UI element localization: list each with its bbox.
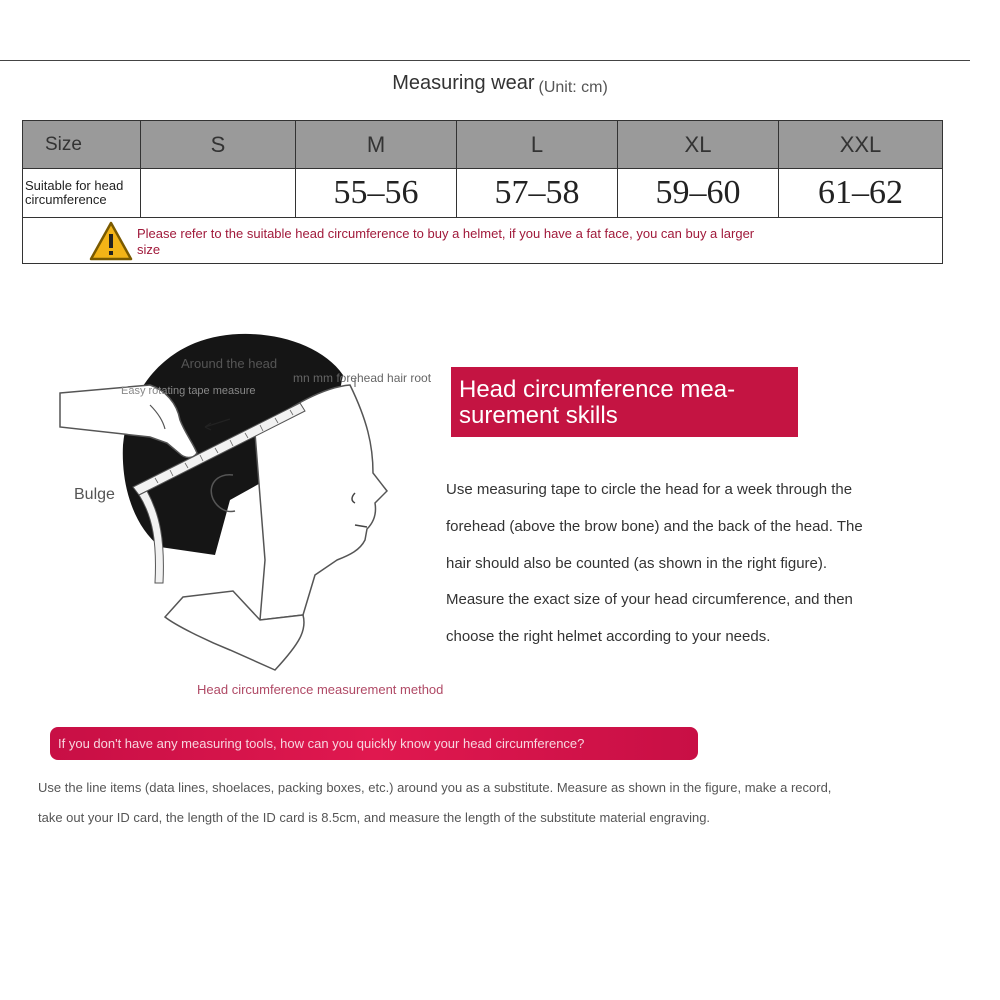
skills-banner: [451, 367, 798, 437]
note-line2: size: [137, 242, 161, 257]
size-xxl: XXL: [779, 121, 943, 169]
label-around-head: Around the head: [181, 356, 278, 371]
tips-line-2: take out your ID card, the length of the ID card is 8.5cm, and measure the length of the substitute material engraving.: [38, 810, 711, 825]
skills-line-5: choose the right helmet according to your needs.: [446, 628, 771, 646]
page-title: [0, 72, 1000, 97]
value-l: 57–58: [457, 169, 618, 218]
skills-banner-line2: surement skills: [459, 402, 618, 429]
tips-banner: If you don't have any measuring tools, how can you quickly know your head circumference?: [50, 727, 698, 760]
circumference-row-label: [23, 169, 141, 218]
note-line1: Please refer to the suitable head circumference to buy a helmet, if you have a fat face, you can buy a larger: [137, 226, 755, 241]
tips-paragraph: [38, 773, 968, 833]
size-xl: XL: [618, 121, 779, 169]
figure-caption: Head circumference measurement method: [197, 682, 444, 697]
value-m: 55–56: [296, 169, 457, 218]
size-header-label: Size: [23, 121, 141, 169]
skills-line-4: Measure the exact size of your head circumference, and then: [446, 591, 853, 609]
note-row: [23, 218, 943, 264]
skills-line-1: Use measuring tape to circle the head for a week through the: [446, 481, 853, 498]
warning-icon: [89, 221, 133, 261]
size-table: [22, 120, 943, 264]
value-xxl: 61–62: [779, 169, 943, 218]
skills-banner-line1: Head circumference mea-: [459, 376, 736, 403]
label-forehead-hair-root: mn mm forehead hair root: [293, 371, 432, 385]
value-s: [141, 169, 296, 218]
tips-line-1: Use the line items (data lines, shoelaces, packing boxes, etc.) around you as a substitute. Measure as shown in the figure, make a record,: [38, 780, 832, 795]
unit-label: (Unit: cm): [538, 79, 608, 96]
note-cell: [23, 218, 943, 264]
skills-paragraph: [446, 472, 966, 656]
size-s: S: [141, 121, 296, 169]
note-text: [137, 226, 837, 258]
circumference-label-line2: circumference: [25, 192, 107, 207]
top-divider: [0, 60, 970, 61]
skills-line-3: hair should also be counted (as shown in the right figure).: [446, 554, 828, 572]
page-title-text: Measuring wear: [392, 72, 535, 94]
circumference-row: [23, 169, 943, 218]
size-m: M: [296, 121, 457, 169]
size-l: L: [457, 121, 618, 169]
skills-line-2: forehead (above the brow bone) and the back of the head. The: [446, 517, 863, 535]
value-xl: 59–60: [618, 169, 779, 218]
head-measurement-figure: [55, 325, 475, 685]
circumference-label-line1: Suitable for head: [25, 178, 124, 193]
size-header-row: [23, 121, 943, 169]
label-bulge: Bulge: [74, 486, 115, 503]
label-tape-measure: Easy rotating tape measure: [121, 385, 256, 397]
